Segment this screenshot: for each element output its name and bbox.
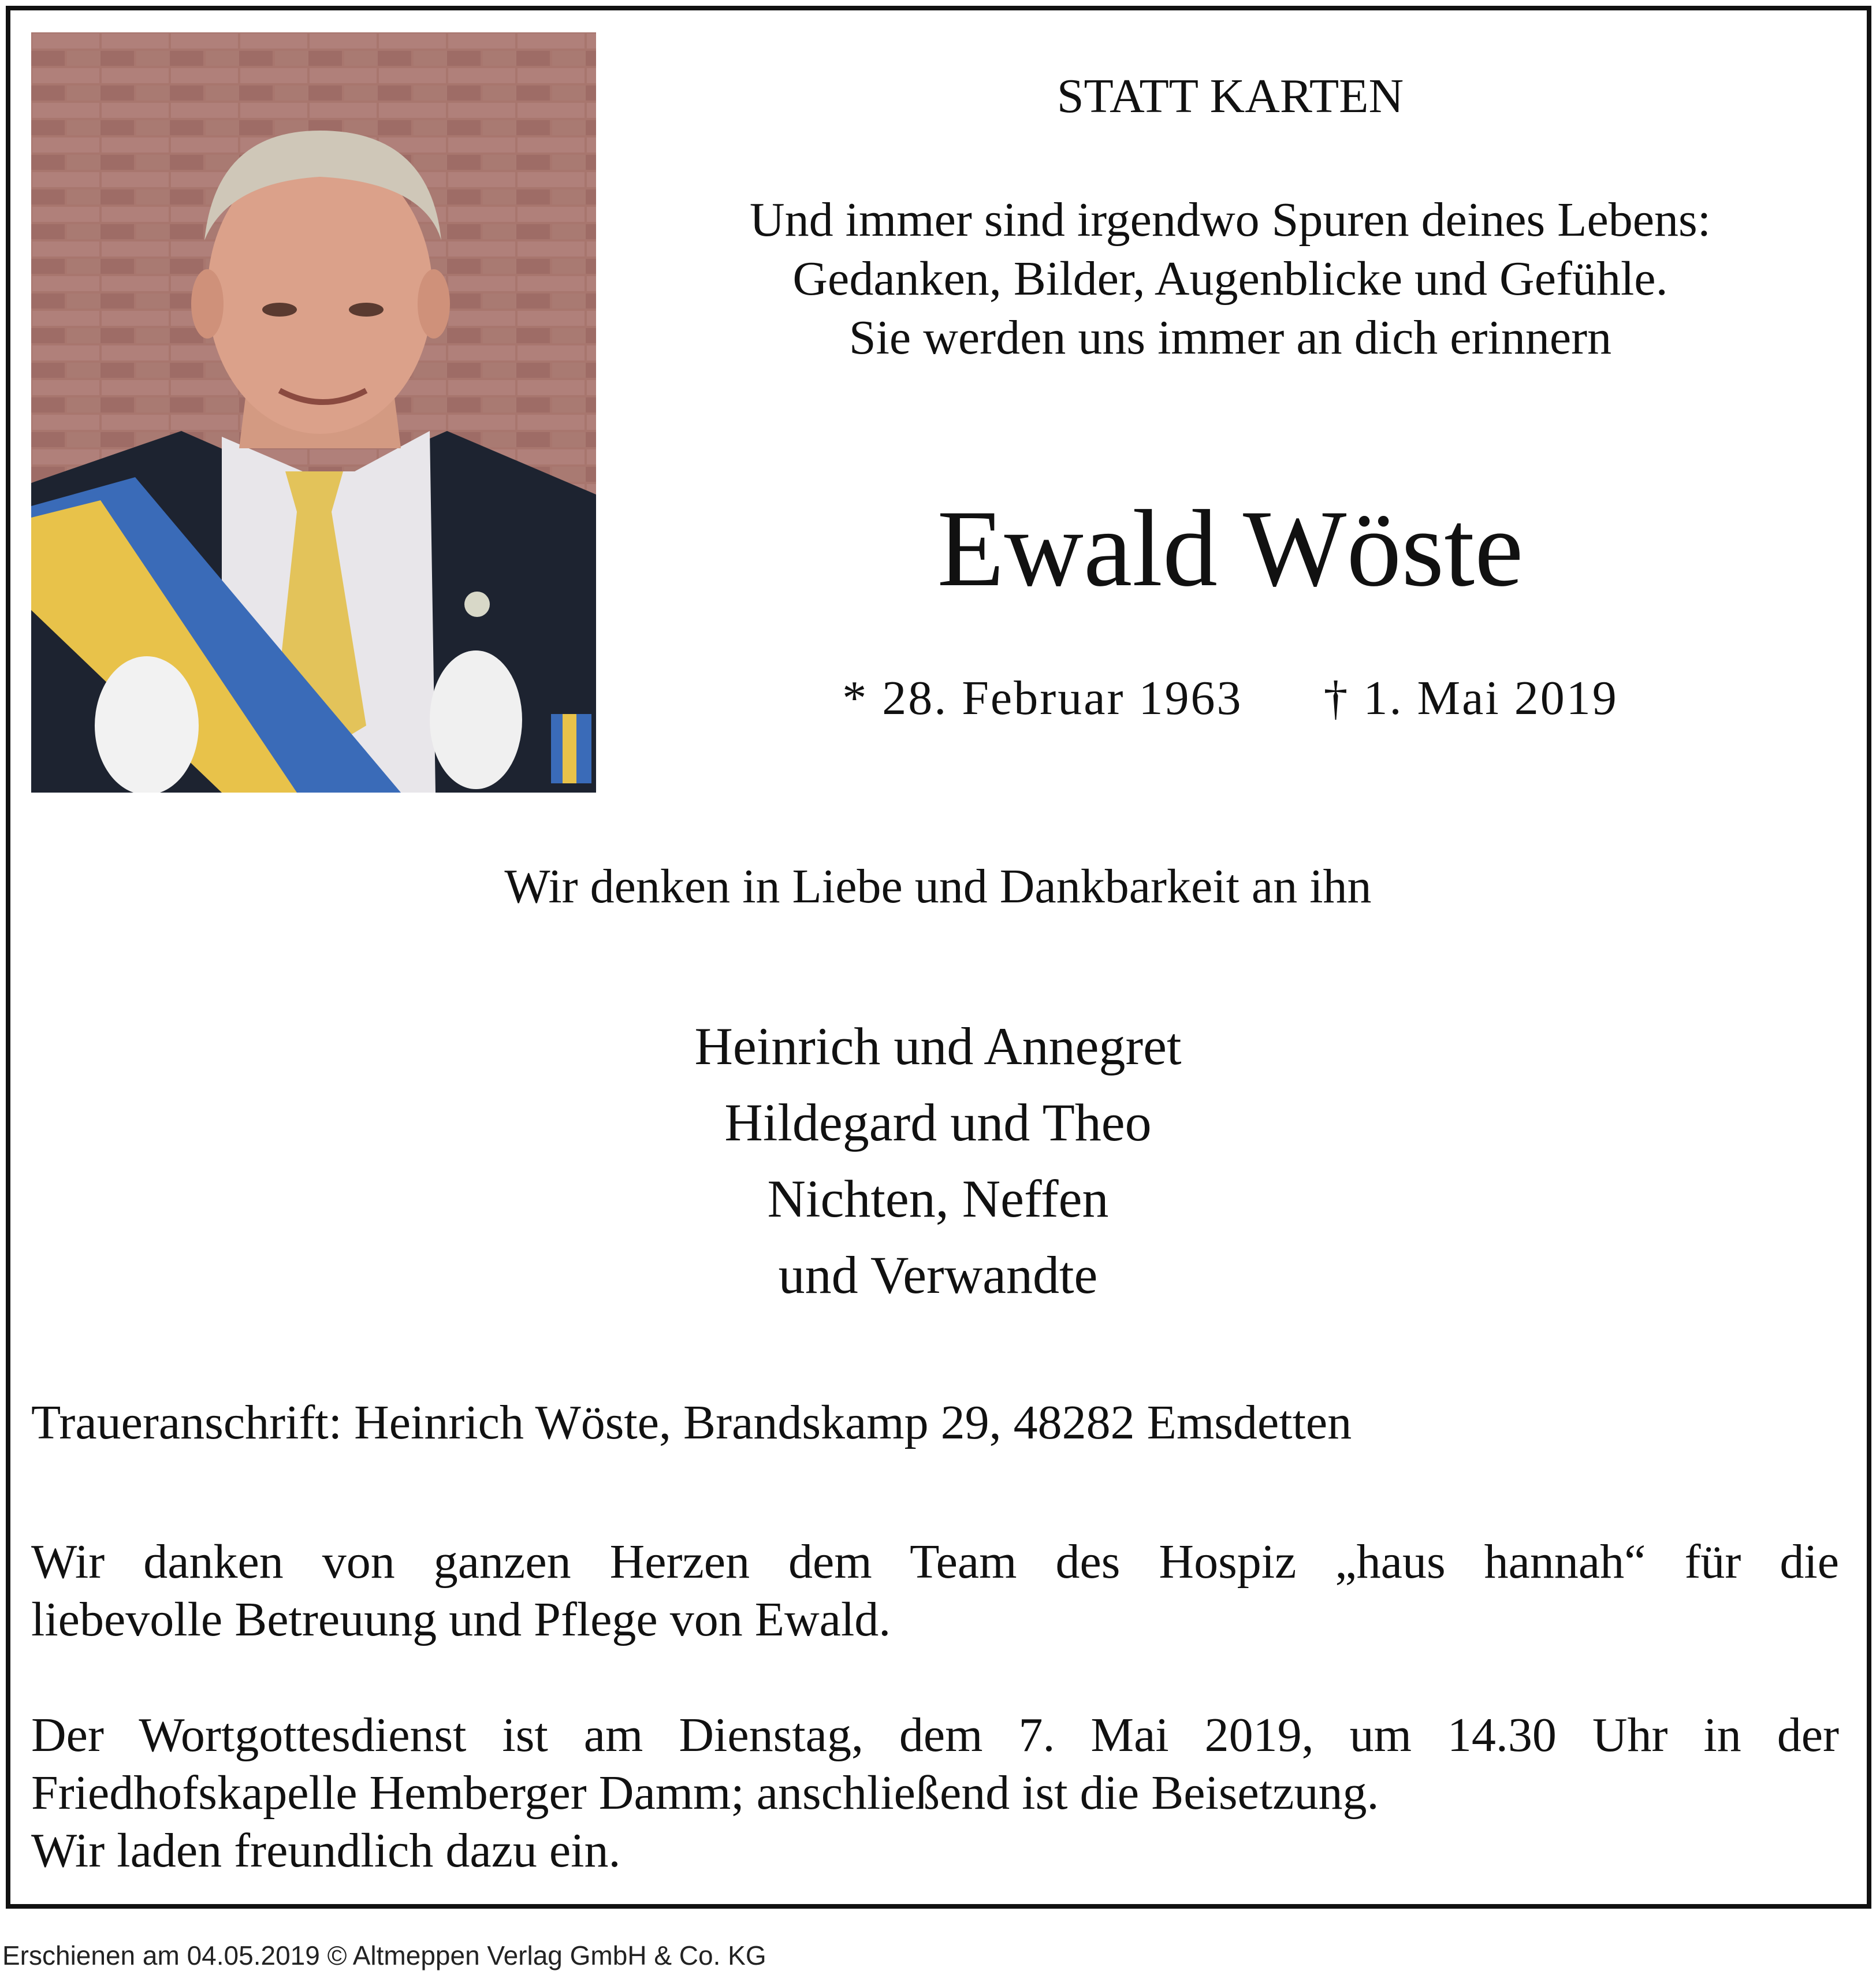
remembrance-line: Wir denken in Liebe und Dankbarkeit an ihn xyxy=(504,860,1372,913)
deceased-name: Ewald Wöste xyxy=(937,488,1524,609)
service-line: Der Wortgottesdienst ist am Dienstag, dem 7. Mai 2019, um 14.30 Uhr in der xyxy=(31,1708,1839,1762)
poem-line: Und immer sind irgendwo Spuren deines Lebens: xyxy=(749,193,1711,247)
mourner-line: und Verwandte xyxy=(778,1245,1098,1304)
service-line: Wir laden freundlich dazu ein. xyxy=(31,1824,621,1877)
mourner-line: Hildegard und Theo xyxy=(724,1093,1152,1152)
poem-line: Gedanken, Bilder, Augenblicke und Gefühle. xyxy=(792,252,1668,306)
poem xyxy=(653,191,1808,367)
service-line: Friedhofskapelle Hemberger Damm; anschließend ist die Beisetzung. xyxy=(31,1766,1379,1820)
thanks-line: liebevolle Betreuung und Pflege von Ewald. xyxy=(31,1593,891,1646)
poem-line: Sie werden uns immer an dich erinnern xyxy=(848,311,1612,365)
birth-date: * 28. Februar 1963 xyxy=(842,671,1243,725)
thanks-line: Wir danken von ganzen Herzen dem Team des Hospiz „haus hannah“ für die xyxy=(31,1535,1839,1589)
life-dates xyxy=(653,670,1808,726)
publication-footer: Erschienen am 04.05.2019 © Altmeppen Verlag GmbH & Co. KG xyxy=(2,1940,766,1970)
service-paragraph xyxy=(31,1706,1839,1880)
mourners-list xyxy=(31,1008,1845,1313)
header-statt-karten: STATT KARTEN xyxy=(1056,69,1404,123)
portrait-photo xyxy=(31,32,596,793)
thanks-paragraph xyxy=(31,1533,1839,1649)
mourning-address: Traueranschrift: Heinrich Wöste, Brandskamp 29, 48282 Emsdetten xyxy=(31,1396,1352,1449)
mourner-line: Nichten, Neffen xyxy=(767,1169,1109,1228)
death-date: † 1. Mai 2019 xyxy=(1323,671,1618,725)
mourner-line: Heinrich und Annegret xyxy=(694,1017,1182,1076)
